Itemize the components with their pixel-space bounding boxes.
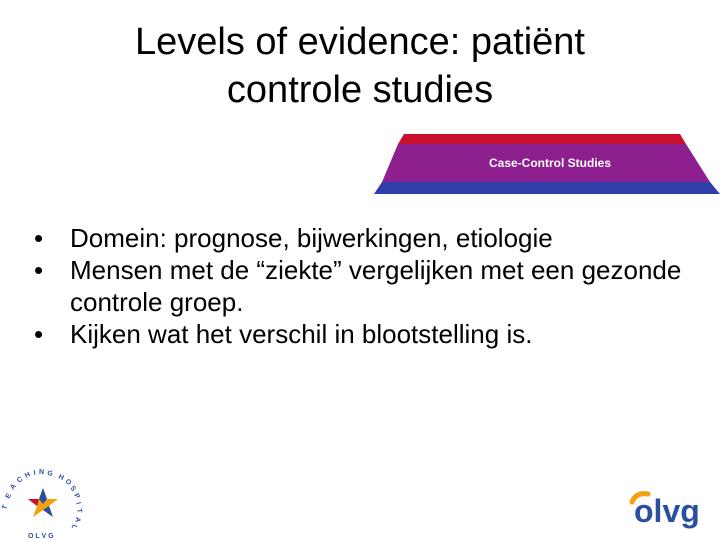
svg-text:S: S (68, 484, 77, 493)
bullet-text: Mensen met de “ziekte” vergelijken met een gezonde controle groep. (70, 255, 682, 317)
svg-text:H: H (57, 473, 65, 482)
pyramid-top-band (398, 134, 686, 144)
bullet-list (30, 222, 700, 350)
bullet-marker: • (34, 255, 44, 285)
svg-text:A: A (9, 482, 18, 492)
pyramid-label: Case-Control Studies (488, 156, 612, 170)
svg-text:G: G (46, 470, 54, 478)
svg-text:I: I (33, 469, 37, 477)
slide-title (60, 18, 660, 114)
svg-text:H: H (23, 471, 32, 480)
bullet-item (30, 254, 700, 318)
evidence-pyramid-graphic (374, 130, 720, 196)
olvg-logo-icon (626, 488, 716, 534)
title-line-2: controle studies (226, 69, 494, 111)
olvg-logo-text: olvg (634, 493, 700, 529)
svg-text:E: E (4, 492, 14, 500)
svg-text:T: T (1, 504, 10, 511)
teaching-hospital-logo-icon (0, 466, 90, 540)
svg-text:P: P (72, 492, 81, 501)
svg-text:O: O (63, 478, 73, 487)
bullet-text: Domein: prognose, bijwerkingen, etiologie (70, 223, 553, 253)
svg-text:N: N (39, 469, 45, 476)
svg-text:O L V G: O L V G (28, 533, 54, 540)
svg-text:I: I (74, 501, 82, 506)
svg-text:T: T (75, 508, 83, 514)
bullet-marker: • (34, 223, 44, 253)
bullet-text: Kijken wat het verschil in blootstelling is. (70, 319, 533, 349)
bullet-item (30, 318, 700, 350)
svg-text:A: A (73, 516, 81, 523)
title-line-1: Levels of evidence: patiënt (135, 21, 585, 63)
svg-text:C: C (15, 475, 25, 485)
bullet-item (30, 222, 700, 254)
pyramid-bottom-band (374, 182, 720, 194)
svg-text:L: L (69, 523, 78, 530)
bullet-marker: • (34, 319, 44, 349)
